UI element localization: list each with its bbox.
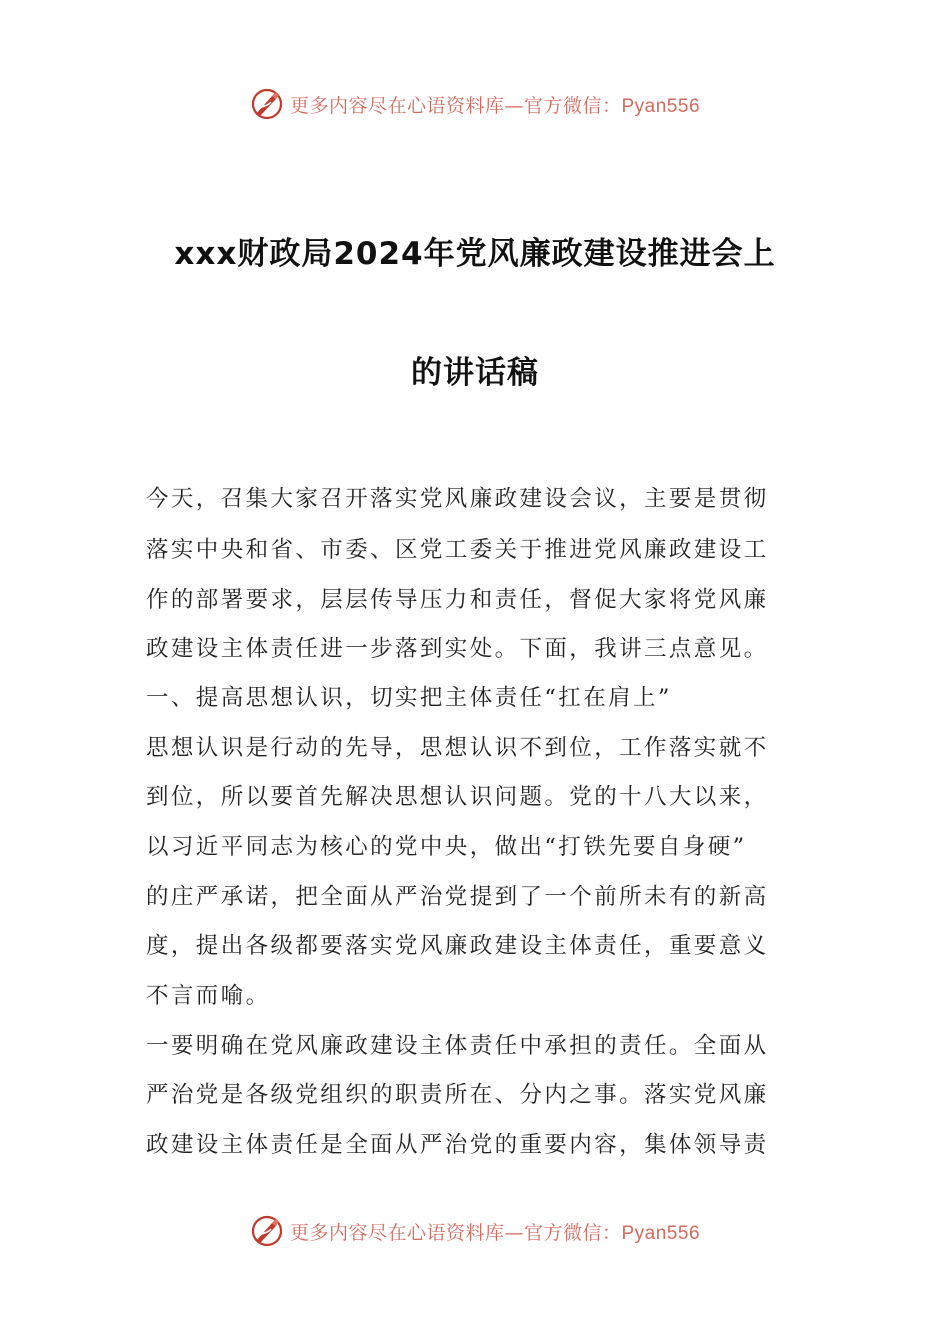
body-line: 今天，召集大家召开落实党风廉政建设会议，主要是贯彻 bbox=[146, 486, 769, 512]
body-line: 思想认识是行动的先导，思想认识不到位，工作落实就不 bbox=[146, 735, 769, 761]
body-line: 以习近平同志为核心的党中央，做出“打铁先要自身硬” bbox=[146, 834, 747, 860]
watermark-text: 更多内容尽在心语资料库—官方微信：Pyan556 bbox=[289, 1221, 701, 1244]
section-heading: 一、提高思想认识，切实把主体责任“扛在肩上” bbox=[146, 685, 672, 711]
body-line: 政建设主体责任进一步落到实处。下面，我讲三点意见。 bbox=[146, 636, 769, 662]
body-line: 的庄严承诺，把全面从严治党提到了一个前所未有的新高 bbox=[146, 884, 769, 910]
watermark-text: 更多内容尽在心语资料库—官方微信：Pyan556 bbox=[289, 94, 701, 117]
pen-nib-logo-icon bbox=[250, 1214, 284, 1248]
body-line: 度，提出各级都要落实党风廉政建设主体责任，重要意义 bbox=[146, 933, 769, 959]
document-title-line-2: 的讲话稿 bbox=[411, 355, 539, 391]
pen-nib-logo-icon bbox=[250, 87, 284, 121]
body-line: 作的部署要求，层层传导压力和责任，督促大家将党风廉 bbox=[146, 587, 769, 613]
footer-watermark bbox=[0, 1211, 950, 1251]
body-line: 落实中央和省、市委、区党工委关于推进党风廉政建设工 bbox=[146, 537, 769, 563]
body-line: 到位，所以要首先解决思想认识问题。党的十八大以来， bbox=[146, 784, 769, 810]
body-line: 严治党是各级党组织的职责所在、分内之事。落实党风廉 bbox=[146, 1082, 769, 1108]
body-line: 政建设主体责任是全面从严治党的重要内容，集体领导责 bbox=[146, 1132, 769, 1158]
watermark-account: Pyan556 bbox=[621, 1222, 701, 1244]
body-line: 一要明确在党风廉政建设主体责任中承担的责任。全面从 bbox=[146, 1033, 769, 1059]
body-line: 不言而喻。 bbox=[146, 983, 271, 1009]
watermark-account: Pyan556 bbox=[621, 95, 701, 117]
document-title-line-1: xxx财政局2024年党风廉政建设推进会上 bbox=[174, 236, 776, 272]
header-watermark bbox=[0, 84, 950, 124]
